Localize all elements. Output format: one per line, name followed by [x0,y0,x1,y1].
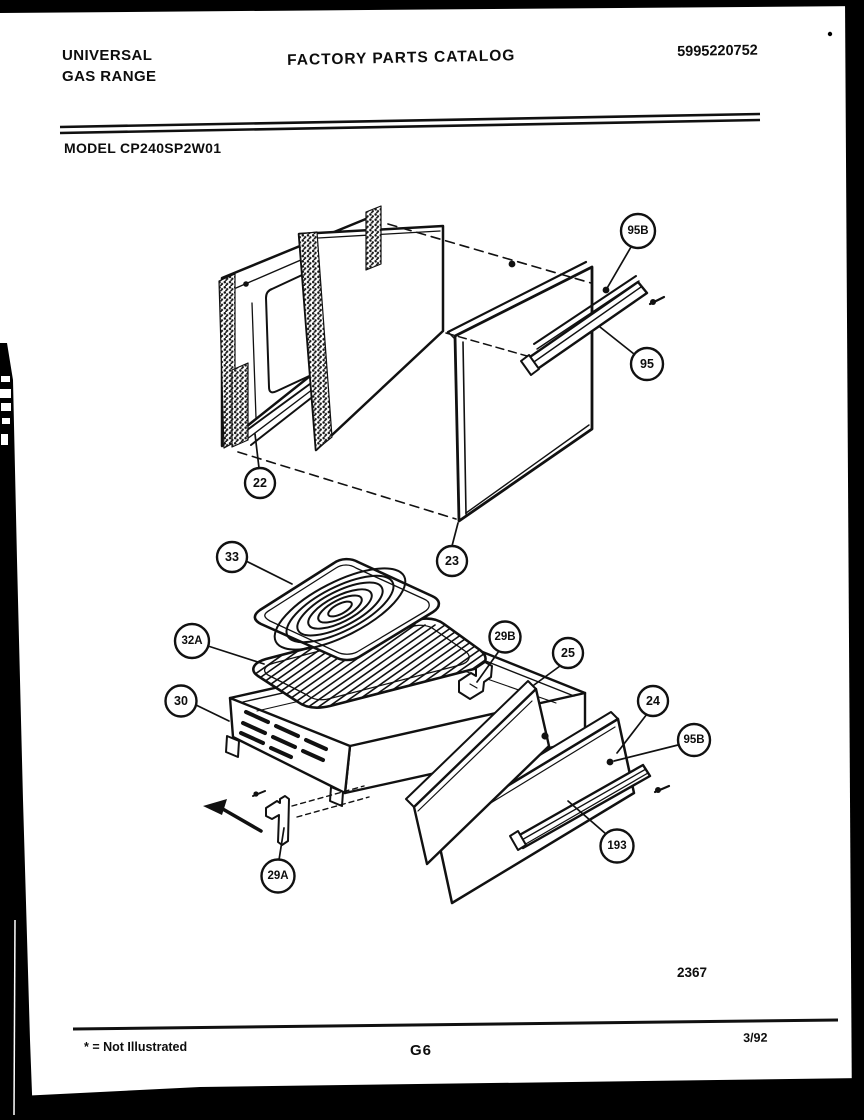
svg-text:32A: 32A [181,635,203,647]
brand-name-line2: GAS RANGE [62,68,157,85]
callout-33 [217,542,292,584]
callout-30 [166,686,230,722]
svg-text:24: 24 [646,694,660,708]
svg-text:95: 95 [640,357,654,371]
callout-22 [245,434,275,498]
svg-text:25: 25 [561,646,575,660]
page-title: FACTORY PARTS CATALOG [287,47,516,69]
svg-text:95B: 95B [627,225,649,237]
figure-number: 2367 [677,965,708,980]
panel-screw [541,732,548,739]
svg-text:23: 23 [445,554,459,568]
svg-text:33: 33 [225,550,239,564]
mounting-bracket-29A [253,786,369,845]
direction-arrow-icon [203,799,261,831]
svg-text:22: 22 [253,476,267,490]
drawer-foot [226,736,239,757]
svg-text:29B: 29B [494,631,516,643]
callout-23 [437,523,467,576]
callout-25 [534,638,583,685]
publication-number: 5995220752 [677,42,758,60]
date-code: 3/92 [743,1030,768,1045]
page-code: G6 [410,1042,433,1059]
svg-text:95B: 95B [683,734,705,746]
door-screw [509,261,516,268]
svg-text:30: 30 [174,694,188,708]
callout-32A [175,624,264,664]
svg-text:29A: 29A [267,870,289,882]
brand-name-line1: UNIVERSAL [62,47,153,64]
callout-95-door [600,327,663,380]
outer-door-panel-23 [448,262,592,521]
header-rule [60,114,760,133]
not-illustrated-note: * = Not Illustrated [84,1040,188,1054]
callout-24 [617,686,668,753]
footer-rule [73,1020,838,1029]
model-number: MODEL CP240SP2W01 [64,140,222,156]
svg-text:193: 193 [607,840,627,852]
